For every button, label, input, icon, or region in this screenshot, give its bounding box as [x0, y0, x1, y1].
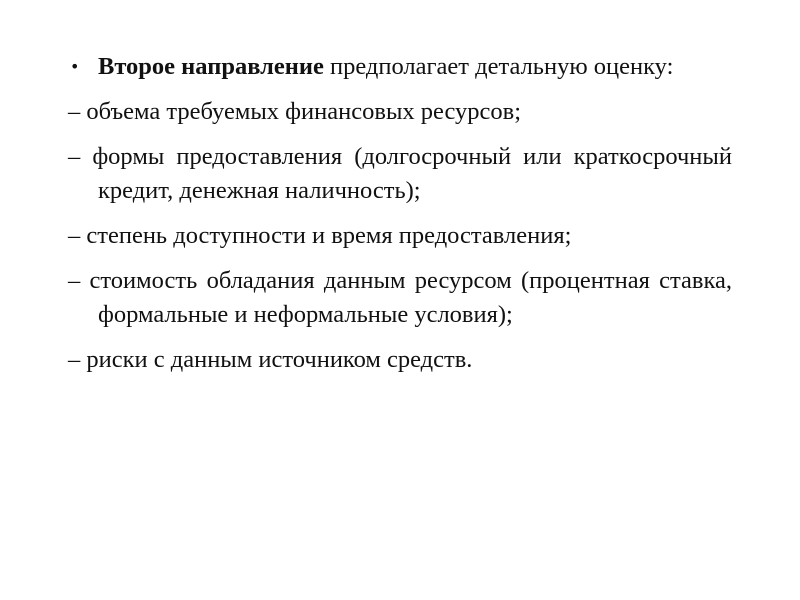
intro-bold-term: Второе направление [98, 53, 324, 80]
intro-text: предполагает детальную оценку: [323, 53, 674, 80]
slide-body [68, 50, 732, 388]
intro-bullet [68, 50, 732, 84]
list-item-risks: – риски с данным источником средств. [68, 346, 473, 373]
bullet-icon: • [70, 57, 80, 76]
list-item-resources: – объема требуемых финансовых ресурсов; [68, 98, 522, 125]
list-item-form: – формы предоставления (долгосрочный или краткосрочный кредит, денежная наличность); [68, 143, 732, 204]
list-item-cost: – стоимость обладания данным ресурсом (процентная ставка, формальные и неформальные условия); [68, 267, 732, 328]
list-item-availability: – степень доступности и время предоставления; [68, 222, 572, 249]
